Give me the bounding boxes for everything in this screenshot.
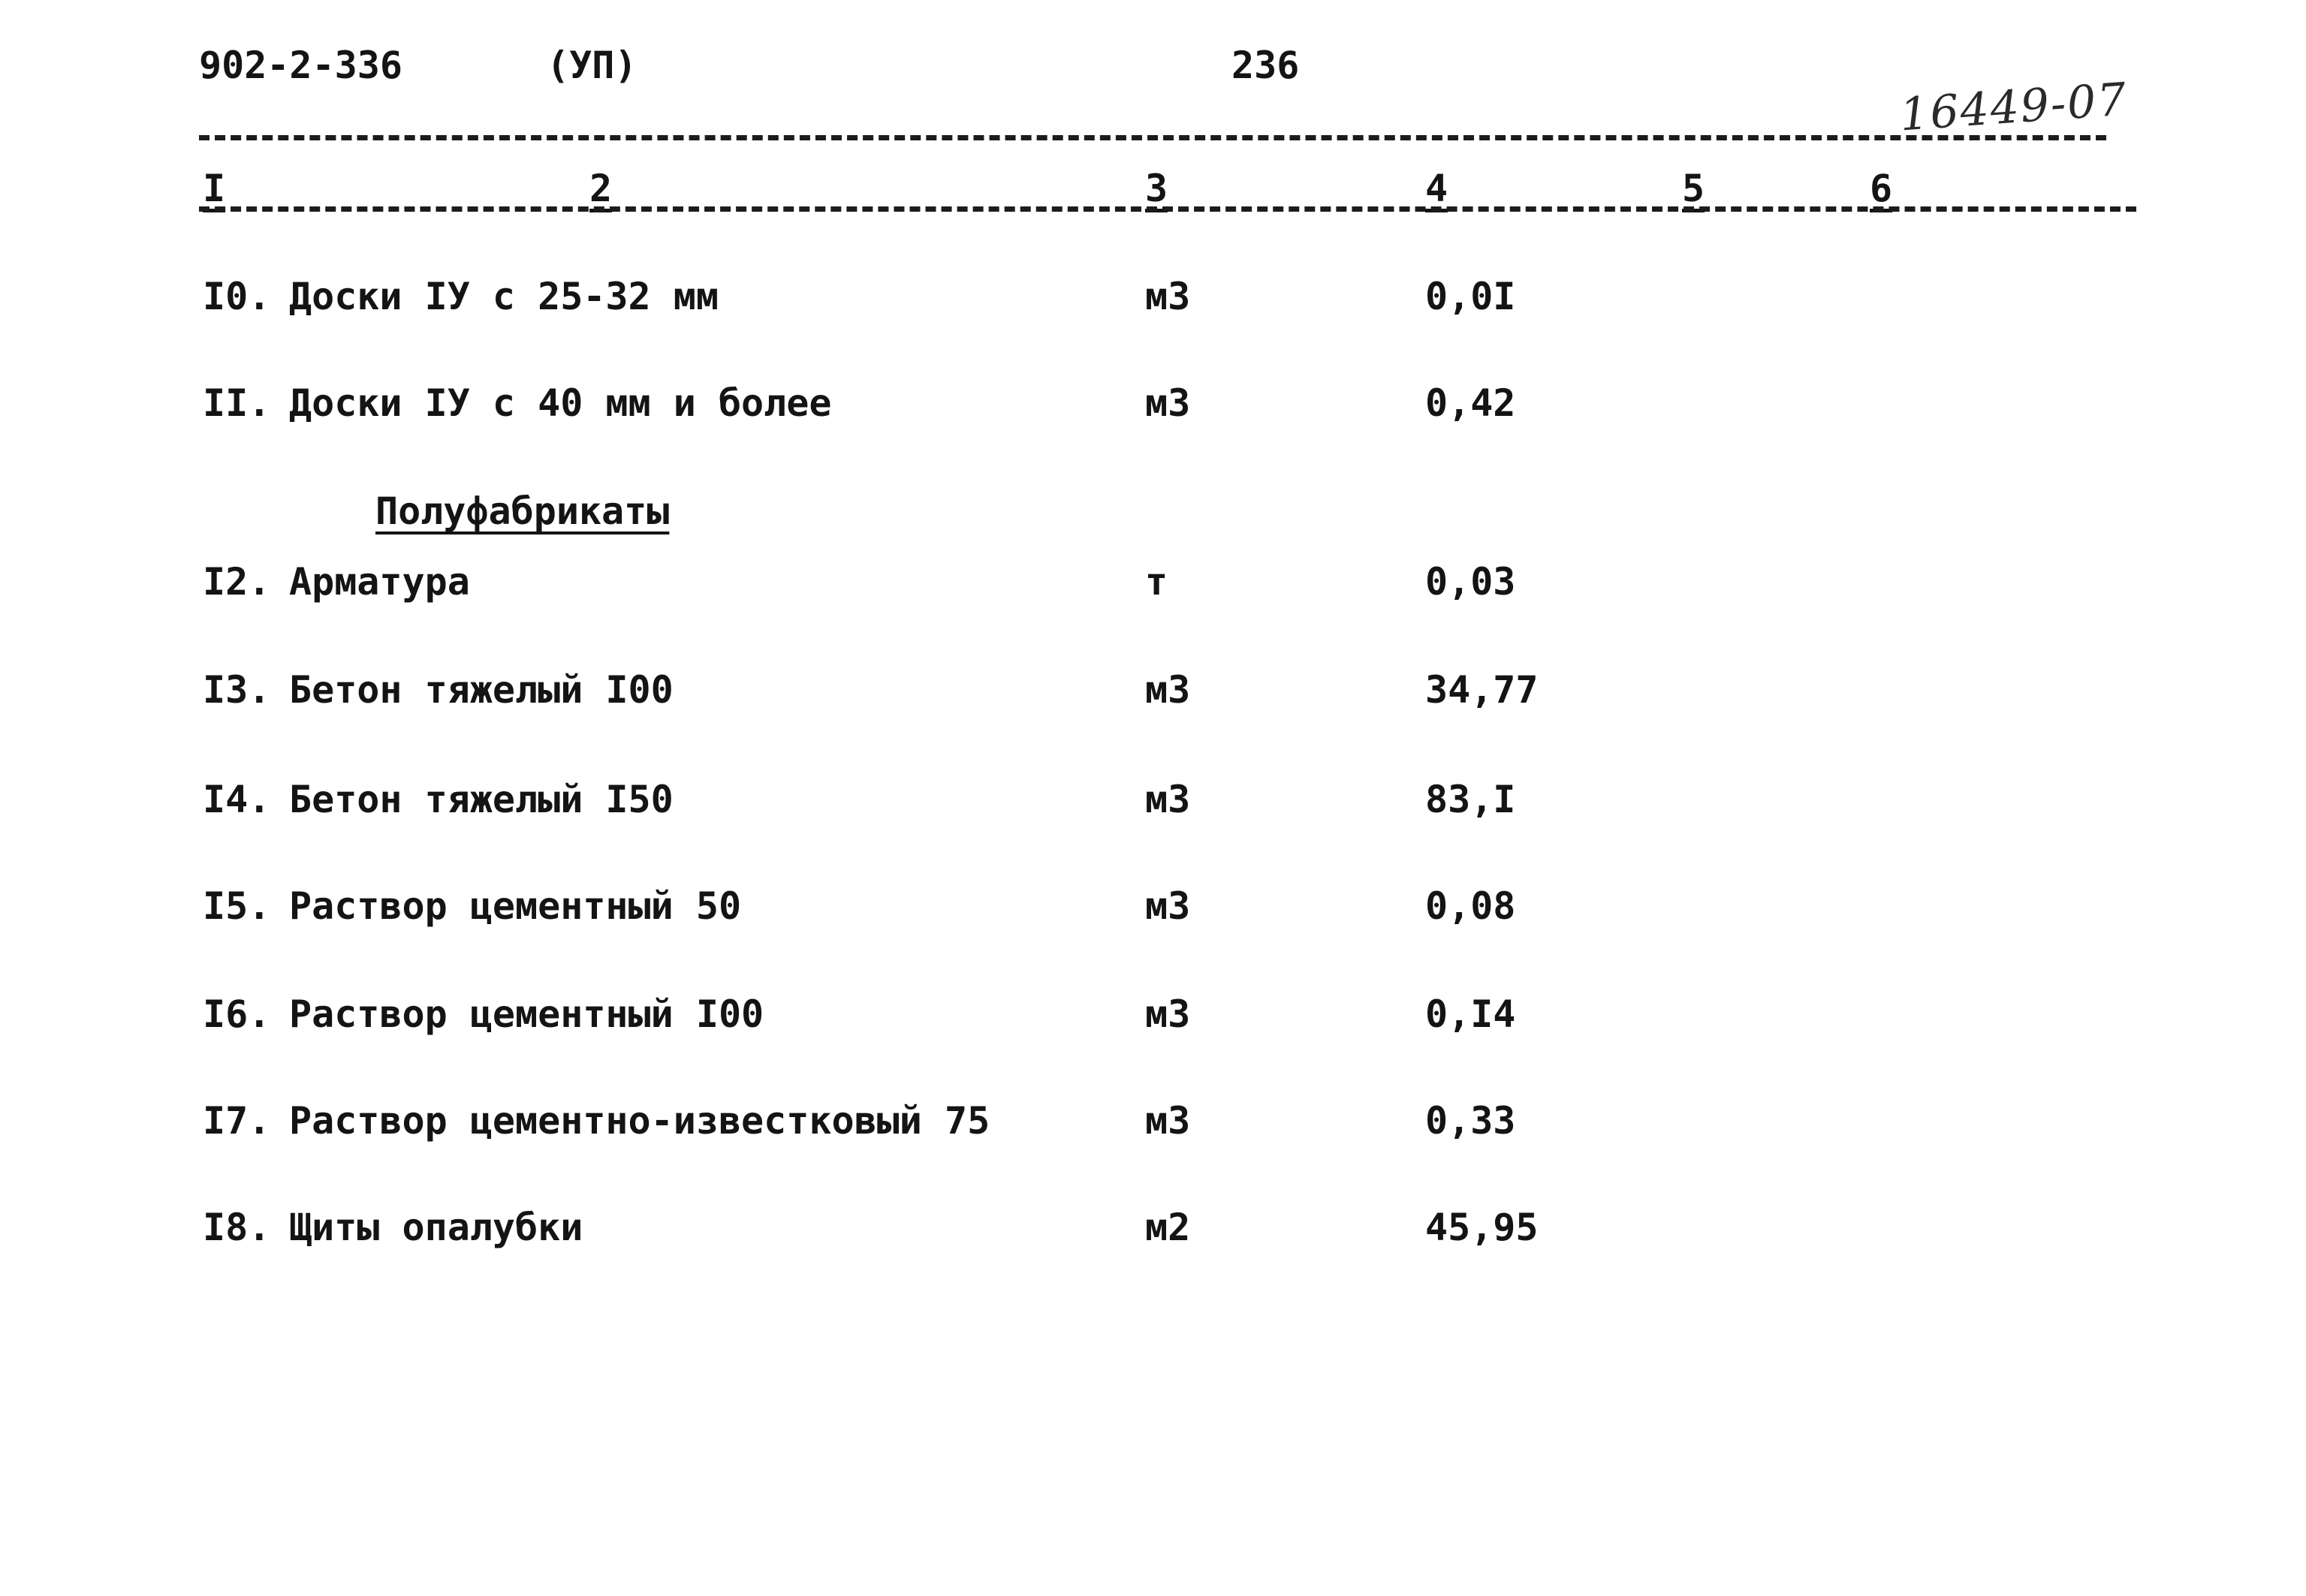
row-number: I3. <box>203 668 271 712</box>
material-name: Бетон тяжелый I00 <box>289 668 674 712</box>
unit-cell: м3 <box>1145 275 1191 318</box>
unit-cell: м3 <box>1145 668 1191 712</box>
quantity-cell: 0,0I <box>1425 275 1516 318</box>
row-number: II. <box>203 381 271 425</box>
top-dashed-rule <box>199 135 2106 140</box>
row-number: I0. <box>203 275 271 318</box>
column-number-5: 5 <box>1682 167 1705 210</box>
unit-cell: м2 <box>1145 1206 1191 1249</box>
unit-cell: м3 <box>1145 381 1191 425</box>
column-number-6: 6 <box>1870 167 1893 210</box>
material-name: Раствор цементный 50 <box>289 884 742 928</box>
row-number: I4. <box>203 778 271 821</box>
column-number-1: I <box>203 167 226 210</box>
material-name: Щиты опалубки <box>289 1206 583 1249</box>
material-name: Доски IУ с 40 мм и более <box>289 381 832 425</box>
row-number: I6. <box>203 992 271 1036</box>
quantity-cell: 45,95 <box>1425 1206 1539 1249</box>
unit-cell: т <box>1145 560 1168 604</box>
column-number-3: 3 <box>1145 167 1168 210</box>
material-name: Бетон тяжелый I50 <box>289 778 674 821</box>
material-name: Раствор цементно-известковый 75 <box>289 1099 990 1143</box>
column-header-dashed-rule <box>199 206 2136 212</box>
material-name: Арматура <box>289 560 470 604</box>
column-number-4: 4 <box>1425 167 1448 210</box>
material-name: Раствор цементный I00 <box>289 992 764 1036</box>
unit-cell: м3 <box>1145 1099 1191 1143</box>
handwritten-inventory-number: 16449-07 <box>1898 73 2130 142</box>
row-number: I8. <box>203 1206 271 1249</box>
unit-cell: м3 <box>1145 992 1191 1036</box>
quantity-cell: 0,33 <box>1425 1099 1516 1143</box>
quantity-cell: 0,42 <box>1425 381 1516 425</box>
row-number: I5. <box>203 884 271 928</box>
page-number: 236 <box>1231 44 1300 87</box>
unit-cell: м3 <box>1145 884 1191 928</box>
section-title-semi-finished: Полуфабрикаты <box>375 489 670 533</box>
quantity-cell: 83,I <box>1425 778 1516 821</box>
row-number: I7. <box>203 1099 271 1143</box>
quantity-cell: 0,08 <box>1425 884 1516 928</box>
quantity-cell: 0,03 <box>1425 560 1516 604</box>
row-number: I2. <box>203 560 271 604</box>
quantity-cell: 34,77 <box>1425 668 1539 712</box>
document-code: 902-2-336 <box>199 44 402 87</box>
column-number-2: 2 <box>589 167 613 210</box>
material-name: Доски IУ с 25-32 мм <box>289 275 719 318</box>
section-marker: (УП) <box>547 44 638 87</box>
unit-cell: м3 <box>1145 778 1191 821</box>
quantity-cell: 0,I4 <box>1425 992 1516 1036</box>
